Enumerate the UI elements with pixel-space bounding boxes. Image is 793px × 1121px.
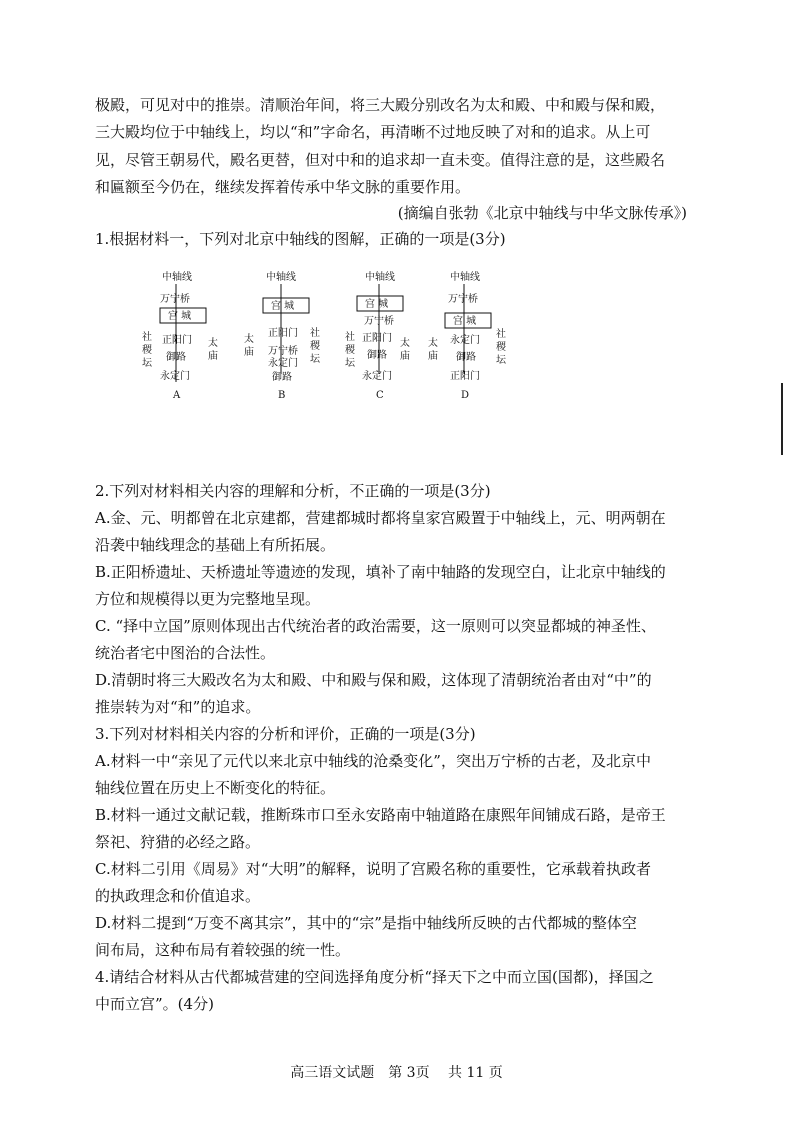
diagram-a-mid-1: 正阳门	[162, 335, 192, 346]
q2-option-b-line-2: 方位和规模得以更为完整地呈现。	[95, 590, 321, 608]
diagram-c-letter: C	[376, 390, 384, 401]
q3-stem: 3.下列对材料相关内容的分析和评价，正确的一项是(3分)	[95, 725, 476, 743]
diagram-a	[142, 270, 218, 401]
q3-option-a-line-2: 轴线位置在历史上不断变化的特征。	[95, 779, 336, 797]
page-footer: 高三语文试题 第 3页 共 11 页	[290, 1065, 503, 1081]
diagram-d-right-2: 稷	[496, 342, 506, 353]
diagram-a-left-2: 稷	[142, 345, 152, 356]
q3-option-b-line-2: 祭祀、狩猎的必经之路。	[95, 833, 261, 851]
diagram-a-mid-3: 永定门	[160, 371, 190, 382]
q1-stem: 1.根据材料一，下列对北京中轴线的图解，正确的一项是(3分)	[95, 230, 506, 248]
q3-option-b-line-1: B.材料一通过文献记载，推断珠市口至永安路南中轴道路在康熙年间铺成石路，是帝王	[95, 806, 666, 824]
diagram-d-right-3: 坛	[496, 355, 506, 366]
diagram-b	[244, 270, 321, 401]
diagram-d-left-1: 太	[428, 338, 438, 349]
q2-option-a-line-2: 沿袭中轴线理念的基础上有所拓展。	[95, 536, 336, 554]
q2-option-d-line-1: D.清朝时将三大殿改名为太和殿、中和殿与保和殿，这体现了清朝统治者由对“中”的	[95, 671, 652, 689]
q2-option-a-line-1: A.金、元、明都曾在北京建都，营建都城时都将皇家宫殿置于中轴线上，元、明两朝在	[95, 509, 666, 527]
diagram-d-palace: 宫 城	[453, 316, 477, 327]
source-note: (摘编自张勃《北京中轴线与中华文脉传承》)	[397, 204, 687, 222]
diagram-b-letter: B	[278, 390, 286, 401]
diagram-d-mid-3: 正阳门	[450, 371, 480, 382]
diagram-c-left-2: 稷	[345, 345, 355, 356]
diagram-b-mid-4: 御路	[272, 372, 292, 383]
q4-stem-line-1: 4.请结合材料从古代都城营建的空间选择角度分析“择天下之中而立国(国都)，择国之	[95, 968, 654, 986]
q4-stem-line-2: 中而立宫”。(4分)	[95, 995, 214, 1013]
diagram-a-palace: 宫 城	[168, 311, 192, 322]
diagram-c-title: 中轴线	[365, 272, 395, 283]
diagram-a-letter: A	[173, 390, 181, 401]
diagram-a-left-3: 坛	[142, 358, 152, 369]
q3-option-c-line-2: 的执政理念和价值追求。	[95, 887, 261, 905]
diagram-d	[428, 270, 507, 401]
diagram-d-letter: D	[461, 390, 470, 401]
diagram-d-title: 中轴线	[450, 272, 480, 283]
diagram-d-right-1: 社	[496, 329, 506, 340]
diagram-b-mid-1: 正阳门	[268, 328, 298, 339]
q3-option-d-line-2: 间布局，这种布局有着较强的统一性。	[95, 941, 351, 959]
diagram-c-mid-2: 正阳门	[362, 333, 392, 344]
intro-line-3: 见，尽管王朝易代，殿名更替，但对中和的追求却一直未变。值得注意的是，这些殿名	[95, 151, 666, 169]
intro-line-2: 三大殿均位于中轴线上，均以“和”字命名，再清晰不过地反映了对和的追求。从上可	[95, 123, 651, 141]
diagram-d-top: 万宁桥	[448, 294, 478, 305]
diagram-b-palace: 宫 城	[271, 301, 295, 312]
diagram-c-left-3: 坛	[345, 358, 355, 369]
diagram-a-mid-2: 御路	[166, 352, 186, 363]
q2-option-c-line-2: 统治者宅中图治的合法性。	[95, 644, 276, 662]
diagram-b-title: 中轴线	[266, 272, 296, 283]
diagram-c-right-2: 庙	[400, 351, 410, 362]
axis-diagrams-svg	[130, 262, 530, 407]
q2-stem: 2.下列对材料相关内容的理解和分析，不正确的一项是(3分)	[95, 482, 491, 500]
scan-edge-line	[781, 383, 783, 455]
diagram-a-right-2: 庙	[208, 351, 218, 362]
intro-line-4: 和匾额至今仍在，继续发挥着传承中华文脉的重要作用。	[95, 178, 471, 196]
q2-option-d-line-2: 推崇转为对“和”的追求。	[95, 698, 261, 716]
diagram-a-left-1: 社	[142, 332, 152, 343]
diagram-a-title: 中轴线	[162, 272, 192, 283]
q2-option-b-line-1: B.正阳桥遗址、天桥遗址等遗迹的发现，填补了南中轴路的发现空白，让北京中轴线的	[95, 563, 666, 581]
diagram-d-left-2: 庙	[428, 351, 438, 362]
diagram-a-top: 万宁桥	[160, 294, 190, 305]
diagram-a-right-1: 太	[208, 338, 218, 349]
diagram-b-mid-2: 万宁桥	[268, 346, 298, 357]
diagram-d-mid-1: 永定门	[450, 335, 480, 346]
diagram-c	[345, 270, 410, 401]
q3-option-a-line-1: A.材料一中“亲见了元代以来北京中轴线的沧桑变化”，突出万宁桥的古老，及北京中	[95, 752, 651, 770]
q3-option-c-line-1: C.材料二引用《周易》对“大明”的解释，说明了宫殿名称的重要性，它承载着执政者	[95, 860, 652, 878]
diagram-b-left-2: 庙	[244, 347, 254, 358]
diagram-b-right-3: 坛	[310, 354, 320, 365]
diagram-b-left-1: 太	[244, 334, 254, 345]
diagram-b-mid-3: 永定门	[268, 358, 298, 369]
diagram-d-mid-2: 御路	[456, 352, 476, 363]
q2-option-c-line-1: C. “择中立国”原则体现出古代统治者的政治需要，这一原则可以突显都城的神圣性、	[95, 617, 656, 635]
diagram-c-mid-3: 御路	[367, 350, 387, 361]
diagram-c-mid-4: 永定门	[362, 371, 392, 382]
diagram-b-right-1: 社	[310, 328, 320, 339]
diagram-b-right-2: 稷	[310, 341, 320, 352]
diagram-c-right-1: 太	[400, 338, 410, 349]
diagram-c-palace: 宫 城	[365, 299, 389, 310]
axis-diagrams	[130, 262, 530, 407]
diagram-c-left-1: 社	[345, 332, 355, 343]
q3-option-d-line-1: D.材料二提到“万变不离其宗”，其中的“宗”是指中轴线所反映的古代都城的整体空	[95, 914, 637, 932]
diagram-c-mid-1: 万宁桥	[364, 316, 394, 327]
intro-line-1: 极殿，可见对中的推崇。清顺治年间，将三大殿分别改名为太和殿、中和殿与保和殿，	[95, 96, 666, 114]
